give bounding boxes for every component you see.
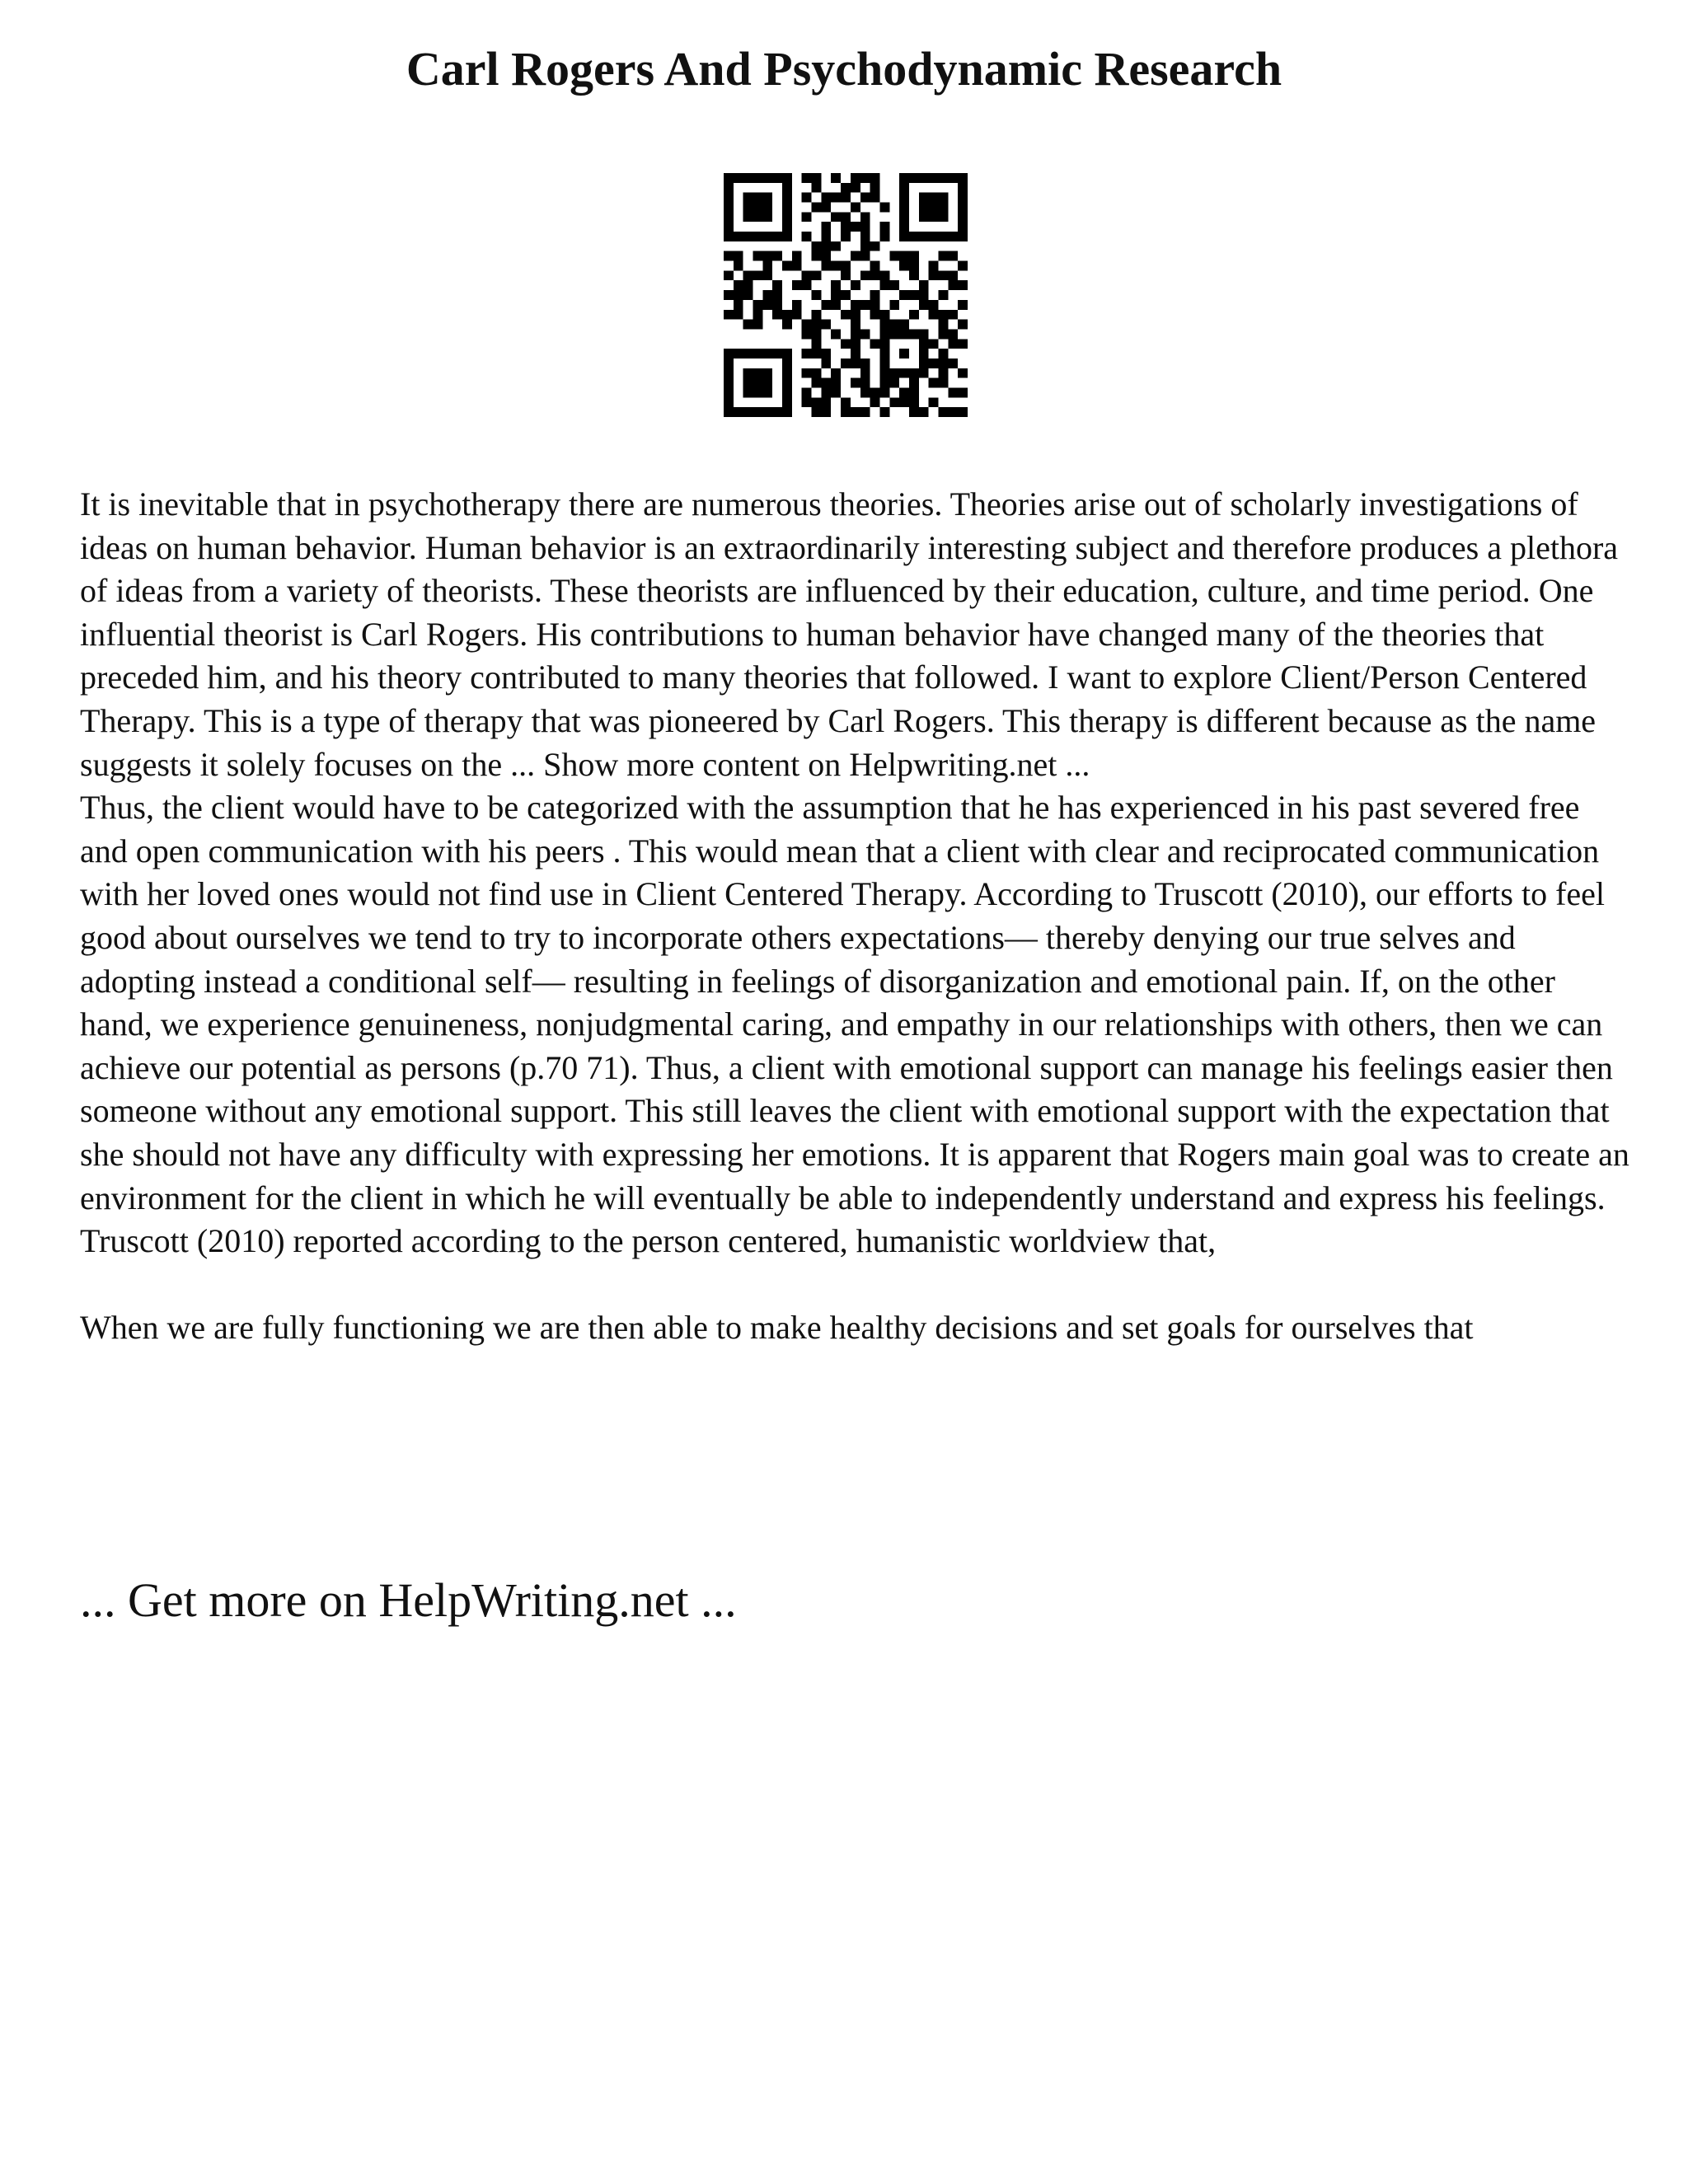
paragraph: It is inevitable that in psychotherapy there are numerous theories. Theories arise out of scholarly investigations of ideas on human behavior. Human behavior is an extraordinarily interesting subject and therefore produces a plethora of ideas from a variety of theorists. These theorists are influenced by their education, culture, and time period. One influential theorist is Carl Rogers. His contributions to human behavior have changed many of the theories that preceded him, and his theory contributed to many theories that followed. I want to explore Client/Person Centered Therapy. This is a type of therapy that was pioneered by Carl Rogers. This therapy is different because as the name suggests it solely focuses on the ... Show more content on Helpwriting.net ... xyxy=(80,485,1619,783)
paragraph: When we are fully functioning we are then able to make healthy decisions and set goals for ourselves that xyxy=(80,1308,1474,1346)
body-text xyxy=(80,483,1629,1349)
paragraph: Thus, the client would have to be categorized with the assumption that he has experienced in his past severed free and open communication with his peers . This would mean that a client with clear and reciprocated communication with her loved ones would not find use in Client Centered Therapy. According to Truscott (2010), our efforts to feel good about ourselves we tend to try to incorporate others expectations— thereby denying our true selves and adopting instead a conditional self— resulting in feelings of disorganization and emotional pain. If, on the other hand, we experience genuineness, nonjudgmental caring, and empathy in our relationships with others, then we can achieve our potential as persons (p.70 71). Thus, a client with emotional support can manage his feelings easier then someone without any emotional support. This still leaves the client with emotional support with the expectation that she should not have any difficulty with expressing her emotions. It is apparent that Rogers main goal was to create an environment for the client in which he will eventually be able to independently understand and express his feelings. Truscott (2010) reported according to the person centered, humanistic worldview that, xyxy=(80,789,1629,1260)
get-more-link[interactable]: ... Get more on HelpWriting.net ... xyxy=(80,1573,737,1627)
document-title: Carl Rogers And Psychodynamic Research xyxy=(406,42,1282,96)
qr-code-icon[interactable] xyxy=(724,173,968,417)
